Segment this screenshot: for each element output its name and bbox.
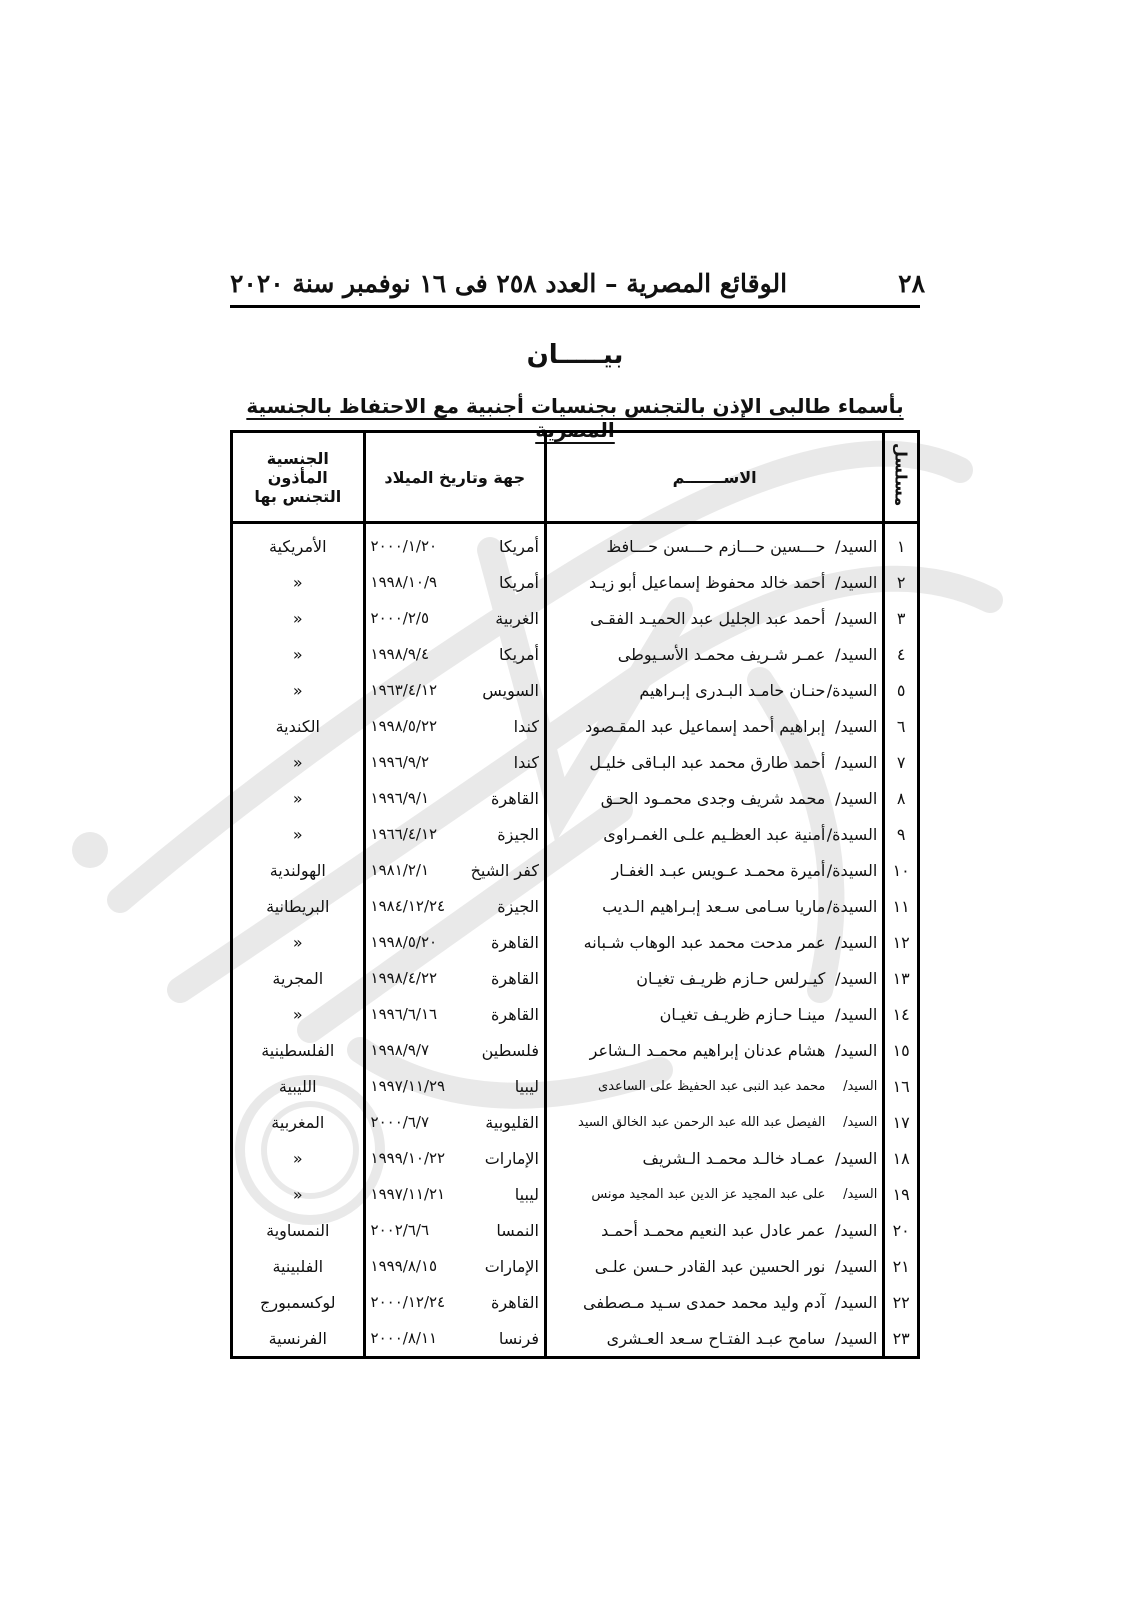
row-birth-date: ٢٠٠٠/٦/٧ bbox=[370, 1113, 429, 1131]
row-birth-place: الإمارات bbox=[484, 1148, 539, 1168]
row-birth bbox=[364, 780, 545, 816]
table-row bbox=[232, 924, 919, 960]
row-nationality: الهولندية bbox=[269, 860, 326, 880]
row-nationality: المجرية bbox=[272, 968, 324, 988]
table-row bbox=[232, 960, 919, 996]
table-row bbox=[232, 1284, 919, 1320]
row-title: السيد/ bbox=[843, 1114, 878, 1130]
row-fullname: على عبد المجيد عز الدين عبد المجيد مونس bbox=[591, 1186, 826, 1202]
row-fullname: نور الحسين عبد القادر حـسن علـى bbox=[594, 1256, 826, 1276]
row-birth-place: النمسا bbox=[496, 1220, 539, 1240]
row-fullname: إبراهيم أحمد إسماعيل عبد المقـصود bbox=[585, 716, 826, 736]
row-fullname: حنـان حامـد البـدرى إبـراهيم bbox=[639, 680, 826, 700]
row-serial: ٢ bbox=[884, 564, 919, 600]
row-birth-place: القاهرة bbox=[491, 968, 539, 988]
row-birth-date: ١٩٩٨/٩/٤ bbox=[370, 645, 429, 663]
row-title: السيد/ bbox=[835, 1256, 878, 1276]
row-birth bbox=[364, 744, 545, 780]
row-birth-place: ليبيا bbox=[514, 1184, 539, 1204]
row-serial: ٩ bbox=[884, 816, 919, 852]
row-nationality: الفلبينية bbox=[272, 1256, 324, 1276]
row-title: السيدة/ bbox=[826, 680, 878, 700]
row-fullname: محمد شريف وجدى محمـود الحـق bbox=[600, 788, 826, 808]
row-birth-date: ١٩٩٦/٦/١٦ bbox=[370, 1005, 438, 1023]
row-fullname: عمـر شـريف محمـد الأسـيوطى bbox=[617, 644, 826, 664]
row-birth bbox=[364, 888, 545, 924]
table-row bbox=[232, 600, 919, 636]
birth-column-header: جهة وتاريخ الميلاد bbox=[364, 432, 545, 523]
row-birth bbox=[364, 816, 545, 852]
row-birth bbox=[364, 600, 545, 636]
row-birth-date: ١٩٦٣/٤/١٢ bbox=[370, 681, 438, 699]
row-name bbox=[545, 636, 883, 672]
row-nationality: المغربية bbox=[271, 1112, 325, 1132]
row-fullname: أحمد طارق محمد عبد البـاقى خليـل bbox=[589, 752, 826, 772]
row-title: السيد/ bbox=[835, 1328, 878, 1348]
page-number: ٢٨ bbox=[898, 269, 925, 298]
row-birth-date: ١٩٨٤/١٢/٢٤ bbox=[370, 897, 446, 915]
table-row bbox=[232, 523, 919, 565]
row-title: السيدة/ bbox=[826, 824, 878, 844]
row-birth-place: القليوبية bbox=[485, 1112, 539, 1132]
table-row bbox=[232, 1032, 919, 1068]
row-name bbox=[545, 1140, 883, 1176]
row-birth bbox=[364, 960, 545, 996]
row-fullname: ماريا سـامى سـعد إبـراهيم الـديب bbox=[602, 896, 826, 916]
applicants-table bbox=[230, 430, 920, 1359]
row-birth-place: أمريكا bbox=[498, 572, 539, 592]
row-birth-place: فلسطين bbox=[481, 1040, 539, 1060]
table-row bbox=[232, 1212, 919, 1248]
row-fullname: آدم وليد محمد حمدى سـيد مـصطفى bbox=[583, 1292, 826, 1312]
row-name bbox=[545, 708, 883, 744]
table-row bbox=[232, 672, 919, 708]
row-birth-place: القاهرة bbox=[491, 932, 539, 952]
row-nationality: الفلسطينية bbox=[261, 1040, 335, 1060]
row-birth bbox=[364, 1284, 545, 1320]
row-title: السيد/ bbox=[835, 932, 878, 952]
issue-line: الوقائع المصرية – العدد ٢٥٨ فى ١٦ نوفمبر سنة ٢٠٢٠ bbox=[230, 269, 788, 298]
row-birth-date: ١٩٩٩/١٠/٢٢ bbox=[370, 1149, 446, 1167]
row-title: السيد/ bbox=[835, 1004, 878, 1024]
row-serial: ٦ bbox=[884, 708, 919, 744]
row-nationality: « bbox=[292, 1184, 303, 1204]
row-fullname: أحمد عبد الجليل عبد الحميـد الفقـى bbox=[590, 608, 826, 628]
row-serial: ١١ bbox=[884, 888, 919, 924]
row-birth-place: القاهرة bbox=[491, 788, 539, 808]
document-subtitle: بأسماء طالبى الإذن بالتجنس بجنسيات أجنبية مع الاحتفاظ بالجنسية المصرية bbox=[246, 394, 904, 442]
table-row bbox=[232, 1320, 919, 1358]
row-birth-date: ١٩٩٦/٩/١ bbox=[370, 789, 429, 807]
row-name bbox=[545, 996, 883, 1032]
row-name bbox=[545, 852, 883, 888]
row-title: السيد/ bbox=[835, 788, 878, 808]
row-serial: ١٠ bbox=[884, 852, 919, 888]
row-title: السيد/ bbox=[835, 716, 878, 736]
row-birth-date: ٢٠٠٠/٨/١١ bbox=[370, 1329, 438, 1347]
row-serial: ١٧ bbox=[884, 1104, 919, 1140]
table-row bbox=[232, 780, 919, 816]
row-fullname: مينـا حـازم ظريـف تغيـان bbox=[659, 1004, 826, 1024]
header-divider bbox=[230, 305, 920, 308]
table-header-row bbox=[232, 432, 919, 523]
row-fullname: سامح عبـد الفتـاح سـعد العـشرى bbox=[606, 1328, 826, 1348]
table-row bbox=[232, 744, 919, 780]
row-serial: ١ bbox=[884, 523, 919, 565]
row-birth bbox=[364, 1176, 545, 1212]
row-birth-place: القاهرة bbox=[491, 1292, 539, 1312]
row-birth bbox=[364, 1104, 545, 1140]
row-name bbox=[545, 780, 883, 816]
row-name bbox=[545, 960, 883, 996]
table-row bbox=[232, 708, 919, 744]
row-serial: ٥ bbox=[884, 672, 919, 708]
row-name bbox=[545, 1248, 883, 1284]
row-name bbox=[545, 1284, 883, 1320]
row-birth-date: ٢٠٠٠/١/٢٠ bbox=[370, 537, 438, 555]
row-name bbox=[545, 888, 883, 924]
row-birth-date: ١٩٩٦/٩/٢ bbox=[370, 753, 429, 771]
row-title: السيد/ bbox=[835, 1040, 878, 1060]
table-row bbox=[232, 996, 919, 1032]
row-birth-date: ١٩٩٨/٤/٢٢ bbox=[370, 969, 438, 987]
table-row bbox=[232, 1176, 919, 1212]
row-birth-place: الجيزة bbox=[497, 824, 539, 844]
table-row bbox=[232, 1248, 919, 1284]
row-title: السيد/ bbox=[835, 536, 878, 556]
row-title: السيد/ bbox=[843, 1078, 878, 1094]
name-column-header: الاســـــــم bbox=[545, 432, 883, 523]
row-birth-date: ١٩٩٨/٥/٢٠ bbox=[370, 933, 438, 951]
row-birth-place: أمريكا bbox=[498, 536, 539, 556]
row-birth bbox=[364, 1320, 545, 1358]
row-birth bbox=[364, 523, 545, 565]
row-name bbox=[545, 924, 883, 960]
row-birth-place: الجيزة bbox=[497, 896, 539, 916]
row-nationality: « bbox=[292, 788, 303, 808]
row-serial: ٢٠ bbox=[884, 1212, 919, 1248]
row-serial: ١٨ bbox=[884, 1140, 919, 1176]
row-fullname: عمـاد خالـد محمـد الـشريف bbox=[642, 1148, 826, 1168]
table-row bbox=[232, 1068, 919, 1104]
row-birth bbox=[364, 996, 545, 1032]
row-birth-place: فرنسا bbox=[498, 1328, 539, 1348]
row-title: السيد/ bbox=[835, 608, 878, 628]
row-fullname: محمد عبد النبى عبد الحفيظ على الساعدى bbox=[598, 1078, 826, 1094]
row-nationality: الكندية bbox=[275, 716, 320, 736]
row-birth-place: السويس bbox=[482, 680, 539, 700]
row-name bbox=[545, 1320, 883, 1358]
row-birth bbox=[364, 1212, 545, 1248]
row-birth-place: كفر الشيخ bbox=[470, 860, 539, 880]
row-nationality: « bbox=[292, 608, 303, 628]
row-fullname: أمنية عبد العظـيم علـى الغمـراوى bbox=[603, 824, 826, 844]
row-birth bbox=[364, 564, 545, 600]
row-nationality: « bbox=[292, 1148, 303, 1168]
row-birth bbox=[364, 636, 545, 672]
row-birth-place: القاهرة bbox=[491, 1004, 539, 1024]
row-birth-place: كندا bbox=[513, 716, 539, 736]
row-fullname: الفيصل عبد الله عبد الرحمن عبد الخالق السيد bbox=[578, 1114, 826, 1130]
row-birth-date: ١٩٩٨/١٠/٩ bbox=[370, 573, 438, 591]
row-fullname: عمر مدحت محمد عبد الوهاب شـبانه bbox=[583, 932, 826, 952]
row-birth-date: ٢٠٠٠/٢/٥ bbox=[370, 609, 429, 627]
row-name bbox=[545, 600, 883, 636]
document-title: بيـــــان bbox=[526, 340, 624, 370]
row-title: السيدة/ bbox=[826, 896, 878, 916]
row-name bbox=[545, 564, 883, 600]
page-header bbox=[230, 262, 925, 298]
row-birth bbox=[364, 1140, 545, 1176]
row-nationality: لوكسمبورج bbox=[260, 1292, 336, 1312]
row-nationality: « bbox=[292, 572, 303, 592]
row-serial: ٢٣ bbox=[884, 1320, 919, 1358]
row-birth bbox=[364, 852, 545, 888]
row-birth bbox=[364, 708, 545, 744]
table-row bbox=[232, 1104, 919, 1140]
row-birth-date: ١٩٦٦/٤/١٢ bbox=[370, 825, 438, 843]
row-serial: ٣ bbox=[884, 600, 919, 636]
row-birth bbox=[364, 1248, 545, 1284]
row-fullname: عمر عادل عبد النعيم محمـد أحمـد bbox=[601, 1220, 826, 1240]
row-nationality: « bbox=[292, 1004, 303, 1024]
row-birth bbox=[364, 1032, 545, 1068]
row-serial: ١٣ bbox=[884, 960, 919, 996]
row-title: السيد/ bbox=[835, 752, 878, 772]
row-fullname: حـــسين حـــازم حـــسن حـــافظ bbox=[606, 536, 826, 556]
row-birth bbox=[364, 1068, 545, 1104]
row-title: السيد/ bbox=[835, 968, 878, 988]
table-row bbox=[232, 852, 919, 888]
row-nationality: النمساوية bbox=[266, 1220, 330, 1240]
row-nationality: « bbox=[292, 680, 303, 700]
row-nationality: الأمريكية bbox=[268, 536, 327, 556]
row-birth-place: الغربية bbox=[495, 608, 539, 628]
row-birth-date: ١٩٩٨/٩/٧ bbox=[370, 1041, 429, 1059]
row-birth bbox=[364, 924, 545, 960]
table-row bbox=[232, 636, 919, 672]
row-birth bbox=[364, 672, 545, 708]
row-birth-date: ٢٠٠٠/١٢/٢٤ bbox=[370, 1293, 446, 1311]
row-name bbox=[545, 1068, 883, 1104]
serial-column-header: مسلسل bbox=[884, 432, 919, 523]
row-name bbox=[545, 1176, 883, 1212]
row-name bbox=[545, 1212, 883, 1248]
row-name bbox=[545, 1032, 883, 1068]
row-fullname: كيـرلس حـازم ظريـف تغيـان bbox=[636, 968, 826, 988]
row-serial: ١٦ bbox=[884, 1068, 919, 1104]
row-birth-date: ١٩٩٩/٨/١٥ bbox=[370, 1257, 438, 1275]
row-serial: ٨ bbox=[884, 780, 919, 816]
row-fullname: أحمد خالد محفوظ إسماعيل أبو زيـد bbox=[588, 572, 826, 592]
row-title: السيدة/ bbox=[826, 860, 878, 880]
row-title: السيد/ bbox=[835, 572, 878, 592]
row-serial: ٧ bbox=[884, 744, 919, 780]
table-body bbox=[232, 523, 919, 1358]
row-nationality: الفرنسية bbox=[268, 1328, 327, 1348]
row-birth-place: أمريكا bbox=[498, 644, 539, 664]
row-nationality: الليبية bbox=[278, 1076, 317, 1096]
row-serial: ٢٢ bbox=[884, 1284, 919, 1320]
row-birth-date: ١٩٩٨/٥/٢٢ bbox=[370, 717, 438, 735]
row-title: السيد/ bbox=[835, 1292, 878, 1312]
row-nationality: « bbox=[292, 932, 303, 952]
row-name bbox=[545, 672, 883, 708]
row-birth-place: ليبيا bbox=[514, 1076, 539, 1096]
row-birth-date: ١٩٩٧/١١/٢١ bbox=[370, 1185, 446, 1203]
row-serial: ٤ bbox=[884, 636, 919, 672]
row-nationality: البريطانية bbox=[266, 896, 330, 916]
row-nationality: « bbox=[292, 644, 303, 664]
row-serial: ١٢ bbox=[884, 924, 919, 960]
row-serial: ١٩ bbox=[884, 1176, 919, 1212]
table-row bbox=[232, 816, 919, 852]
table-row bbox=[232, 888, 919, 924]
row-title: السيد/ bbox=[835, 644, 878, 664]
row-birth-place: الإمارات bbox=[484, 1256, 539, 1276]
row-serial: ٢١ bbox=[884, 1248, 919, 1284]
row-fullname: هشام عدنان إبراهيم محمـد الـشاعر bbox=[589, 1040, 826, 1060]
row-serial: ١٥ bbox=[884, 1032, 919, 1068]
row-birth-date: ١٩٨١/٢/١ bbox=[370, 861, 429, 879]
row-birth-place: كندا bbox=[513, 752, 539, 772]
row-title: السيد/ bbox=[843, 1186, 878, 1202]
row-birth-date: ٢٠٠٢/٦/٦ bbox=[370, 1221, 429, 1239]
row-serial: ١٤ bbox=[884, 996, 919, 1032]
row-title: السيد/ bbox=[835, 1220, 878, 1240]
row-name bbox=[545, 1104, 883, 1140]
row-name bbox=[545, 744, 883, 780]
row-fullname: أميرة محمـد عـويس عبـد الغفـار bbox=[611, 860, 826, 880]
table-row bbox=[232, 564, 919, 600]
row-nationality: « bbox=[292, 824, 303, 844]
nationality-column-header: الجنسية المأذون التجنس بها bbox=[232, 432, 365, 523]
row-name bbox=[545, 523, 883, 565]
row-name bbox=[545, 816, 883, 852]
table-row bbox=[232, 1140, 919, 1176]
row-title: السيد/ bbox=[835, 1148, 878, 1168]
row-nationality: « bbox=[292, 752, 303, 772]
row-birth-date: ١٩٩٧/١١/٢٩ bbox=[370, 1077, 446, 1095]
